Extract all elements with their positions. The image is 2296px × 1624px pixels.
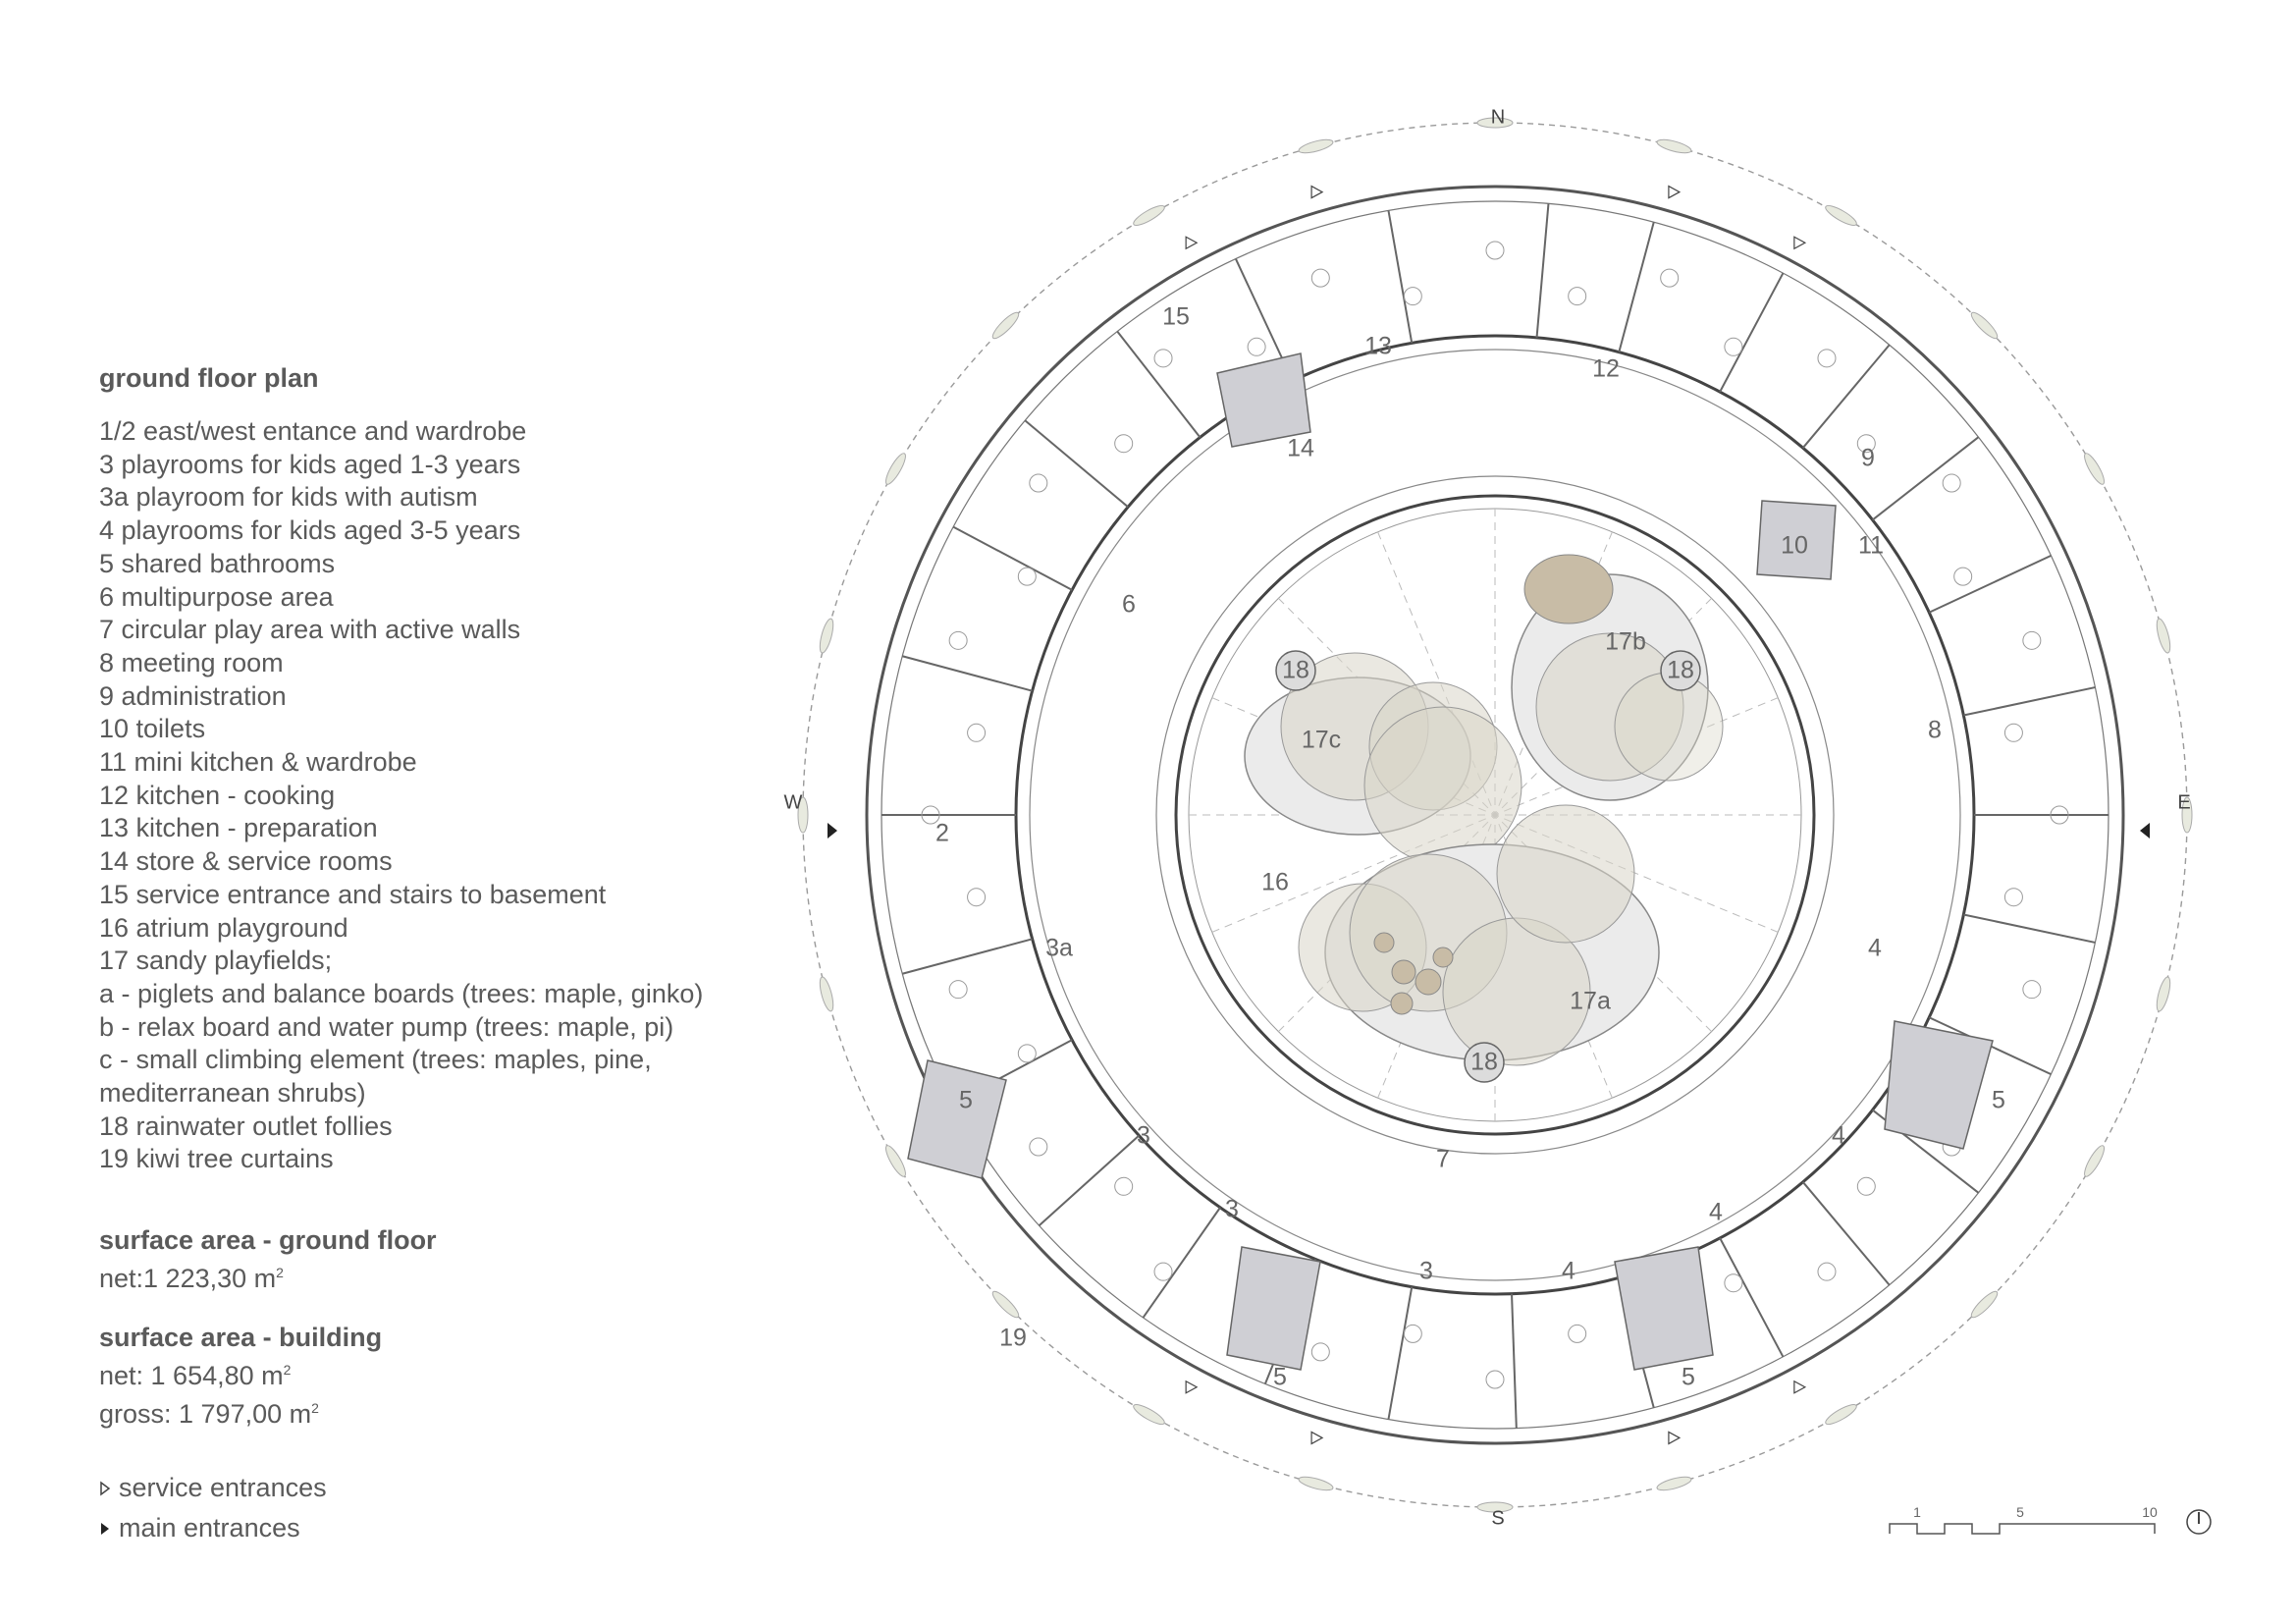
room-wall bbox=[1144, 1208, 1221, 1318]
table bbox=[1311, 269, 1329, 287]
area-building-net: net: 1 654,80 $m^2$ bbox=[99, 1361, 292, 1390]
room-17a-label: 17a bbox=[1570, 987, 1611, 1015]
legend-item: 19 kiwi tree curtains bbox=[99, 1144, 334, 1174]
room-4-label: 4 bbox=[1562, 1257, 1575, 1285]
room-4-label: 4 bbox=[1868, 934, 1882, 962]
scale-bar bbox=[1890, 1504, 2211, 1534]
piglet bbox=[1392, 960, 1415, 984]
table bbox=[1404, 1325, 1421, 1342]
table bbox=[968, 724, 986, 741]
legend-item: 11 mini kitchen & wardrobe bbox=[99, 747, 417, 778]
room-13-label: 13 bbox=[1364, 332, 1392, 360]
kiwi-curtain bbox=[2081, 451, 2108, 486]
room-wall bbox=[1963, 687, 2095, 715]
compass-south: S bbox=[1491, 1507, 1505, 1530]
kiwi-curtain bbox=[1968, 1288, 2001, 1321]
table bbox=[1030, 474, 1047, 492]
room-7-label: 7 bbox=[1436, 1145, 1450, 1173]
room-18-label: 18 bbox=[1470, 1048, 1498, 1076]
legend-item: 16 atrium playground bbox=[99, 912, 348, 943]
area-ground-net: net:1 223,30 $m^2$ bbox=[99, 1264, 284, 1293]
kiwi-curtain bbox=[1968, 309, 2001, 342]
table bbox=[1818, 1263, 1836, 1280]
service-entrance-icon bbox=[1669, 1432, 1680, 1443]
kiwi-curtain bbox=[989, 1288, 1022, 1321]
table bbox=[1018, 568, 1036, 585]
kiwi-curtain bbox=[818, 618, 836, 654]
piglet bbox=[1374, 933, 1394, 952]
table bbox=[2004, 724, 2022, 741]
room-wall bbox=[1803, 345, 1890, 448]
bathroom-block-s1 bbox=[1227, 1247, 1320, 1370]
kiwi-curtain bbox=[1131, 202, 1166, 229]
table bbox=[968, 889, 986, 906]
room-wall bbox=[1963, 914, 2095, 942]
room-4-label: 4 bbox=[1709, 1198, 1723, 1226]
service-entrance-icon bbox=[1311, 1432, 1322, 1443]
bathroom-block-n bbox=[1217, 353, 1310, 447]
room-16-label: 16 bbox=[1261, 868, 1289, 896]
kiwi-curtain bbox=[989, 309, 1022, 342]
room-wall bbox=[1512, 1294, 1517, 1429]
table bbox=[1248, 338, 1265, 355]
area-building-title: surface area - building bbox=[99, 1323, 383, 1352]
legend-item: 1/2 east/west entance and wardrobe bbox=[99, 416, 527, 446]
legend-item: 5 shared bathrooms bbox=[99, 548, 336, 578]
table bbox=[1857, 1177, 1875, 1195]
room-19-label: 19 bbox=[999, 1324, 1027, 1352]
piglet bbox=[1415, 969, 1441, 995]
legend-item: 14 store & service rooms bbox=[99, 846, 393, 877]
room-3-label: 3 bbox=[1419, 1257, 1433, 1285]
kiwi-curtain bbox=[1298, 1474, 1334, 1492]
room-wall bbox=[1803, 1182, 1890, 1285]
room-17c-label: 17c bbox=[1301, 726, 1342, 754]
kiwi-curtain bbox=[1298, 137, 1334, 156]
legend-title: ground floor plan bbox=[99, 363, 319, 393]
scale-label-10: 10 bbox=[2142, 1504, 2158, 1520]
bathroom-block-s2 bbox=[1615, 1247, 1713, 1370]
tree-canopy bbox=[1615, 673, 1723, 781]
legend-item: 3a playroom for kids with autism bbox=[99, 482, 478, 513]
table bbox=[1725, 338, 1742, 355]
service-entrance-icon bbox=[1669, 187, 1680, 198]
room-18-label: 18 bbox=[1282, 656, 1309, 684]
legend-item: 3 playrooms for kids aged 1-3 years bbox=[99, 449, 521, 479]
tree-canopy bbox=[1497, 805, 1634, 943]
room-wall bbox=[1040, 1136, 1140, 1226]
piglet bbox=[1433, 947, 1453, 967]
legend-item: b - relax board and water pump (trees: maple, pi) bbox=[99, 1011, 674, 1042]
kiwi-curtain bbox=[2081, 1143, 2108, 1178]
room-14-label: 14 bbox=[1287, 434, 1314, 462]
piglet bbox=[1391, 993, 1413, 1014]
legend-item: 8 meeting room bbox=[99, 647, 284, 677]
room-wall bbox=[1720, 273, 1783, 392]
room-wall bbox=[1873, 437, 1979, 519]
room-4-label: 4 bbox=[1832, 1121, 1845, 1150]
compass-north: N bbox=[1490, 106, 1506, 129]
bathroom-block-w bbox=[908, 1060, 1006, 1178]
kiwi-curtain bbox=[1823, 1401, 1858, 1428]
service-entrance-icon bbox=[1794, 1381, 1805, 1393]
legend-item: 4 playrooms for kids aged 3-5 years bbox=[99, 515, 521, 546]
bathroom-block-e bbox=[1885, 1021, 1993, 1149]
table bbox=[1115, 435, 1133, 453]
room-9-label: 9 bbox=[1861, 444, 1875, 472]
table bbox=[1486, 1371, 1504, 1388]
main-entrance-label: main entrances bbox=[119, 1513, 300, 1543]
room-17b-label: 17b bbox=[1605, 627, 1646, 656]
legend-item: 15 service entrance and stairs to basement bbox=[99, 879, 607, 909]
atrium-playground bbox=[1245, 555, 1723, 1082]
legend-item: 17 sandy playfields; bbox=[99, 946, 333, 976]
room-wall bbox=[1929, 556, 2051, 613]
kiwi-curtain bbox=[882, 1143, 909, 1178]
kiwi-curtain bbox=[1656, 137, 1692, 156]
area-building-gross: gross: 1 797,00 $m^2$ bbox=[99, 1399, 319, 1429]
room-3-label: 3 bbox=[1225, 1195, 1239, 1223]
room-5-label: 5 bbox=[1273, 1363, 1287, 1391]
room-wall bbox=[1537, 203, 1549, 337]
table bbox=[1154, 1263, 1172, 1280]
legend-item: c - small climbing element (trees: maples, pine, bbox=[99, 1045, 652, 1075]
scale-label-5: 5 bbox=[2016, 1504, 2024, 1520]
table bbox=[1486, 242, 1504, 259]
legend-item: a - piglets and balance boards (trees: maple, ginko) bbox=[99, 978, 704, 1008]
room-15-label: 15 bbox=[1162, 302, 1190, 331]
kiwi-curtain bbox=[818, 976, 836, 1012]
table bbox=[1661, 269, 1679, 287]
kiwi-curtain bbox=[1131, 1401, 1166, 1428]
tree-canopy bbox=[1364, 707, 1522, 864]
legend-item: 18 rainwater outlet follies bbox=[99, 1110, 393, 1141]
room-wall bbox=[1388, 1287, 1412, 1420]
service-entrance-icon bbox=[1186, 237, 1197, 248]
legend-item: 7 circular play area with active walls bbox=[99, 615, 521, 645]
table bbox=[2023, 981, 2041, 999]
room-wall bbox=[902, 939, 1032, 973]
room-wall bbox=[1025, 420, 1128, 507]
main-entrance-east-icon bbox=[2140, 823, 2150, 839]
room-2-label: 2 bbox=[935, 819, 949, 847]
scale-bar-line bbox=[1890, 1524, 2155, 1534]
room-wall bbox=[953, 527, 1072, 590]
room-wall bbox=[1619, 222, 1653, 352]
room-wall bbox=[1117, 331, 1200, 437]
table bbox=[1943, 474, 1960, 492]
table bbox=[1311, 1343, 1329, 1361]
table bbox=[1569, 288, 1586, 305]
scale-label-1: 1 bbox=[1913, 1504, 1921, 1520]
table bbox=[2023, 631, 2041, 649]
table bbox=[949, 981, 967, 999]
area-ground-title: surface area - ground floor bbox=[99, 1225, 437, 1255]
room-5-label: 5 bbox=[959, 1086, 973, 1114]
compass-east: E bbox=[2177, 791, 2191, 814]
table bbox=[949, 631, 967, 649]
table bbox=[1404, 288, 1421, 305]
room-8-label: 8 bbox=[1928, 716, 1942, 744]
table bbox=[1954, 568, 1972, 585]
table bbox=[1115, 1177, 1133, 1195]
room-5-label: 5 bbox=[1992, 1086, 2005, 1114]
table bbox=[1725, 1274, 1742, 1292]
kiwi-curtain bbox=[2154, 976, 2172, 1012]
legend-item: 6 multipurpose area bbox=[99, 581, 334, 612]
room-6-label: 6 bbox=[1122, 590, 1136, 619]
kiwi-curtain bbox=[1823, 202, 1858, 229]
room-3-label: 3 bbox=[1137, 1121, 1150, 1150]
room-10-label: 10 bbox=[1781, 531, 1808, 560]
room-5-label: 5 bbox=[1682, 1363, 1695, 1391]
room-12-label: 12 bbox=[1592, 354, 1620, 383]
room-18-label: 18 bbox=[1667, 656, 1694, 684]
table bbox=[2004, 889, 2022, 906]
service-entrance-label: service entrances bbox=[119, 1473, 327, 1502]
legend-item: 13 kitchen - preparation bbox=[99, 813, 378, 843]
legend-item: mediterranean shrubs) bbox=[99, 1078, 366, 1109]
service-entrance-icon bbox=[1311, 187, 1322, 198]
relax-board bbox=[1524, 555, 1613, 623]
service-entrance-icon bbox=[1186, 1381, 1197, 1393]
room-wall bbox=[1720, 1238, 1783, 1357]
legend-item: 9 administration bbox=[99, 680, 287, 711]
table bbox=[1569, 1325, 1586, 1342]
compass-west: W bbox=[783, 791, 803, 814]
main-entrance-west-icon bbox=[828, 823, 837, 839]
table bbox=[1818, 350, 1836, 367]
room-wall bbox=[902, 656, 1032, 690]
room-11-label: 11 bbox=[1858, 531, 1884, 560]
table bbox=[1018, 1045, 1036, 1062]
service-entrance-icon bbox=[1794, 237, 1805, 248]
table bbox=[1154, 350, 1172, 367]
kiwi-curtain bbox=[1656, 1474, 1692, 1492]
room-wall bbox=[1388, 210, 1412, 343]
kiwi-curtain bbox=[882, 451, 909, 486]
table bbox=[1030, 1138, 1047, 1156]
legend-item: 10 toilets bbox=[99, 714, 206, 744]
room-3a-label: 3a bbox=[1045, 934, 1073, 962]
kiwi-curtain bbox=[2154, 618, 2172, 654]
legend-item: 12 kitchen - cooking bbox=[99, 780, 336, 810]
